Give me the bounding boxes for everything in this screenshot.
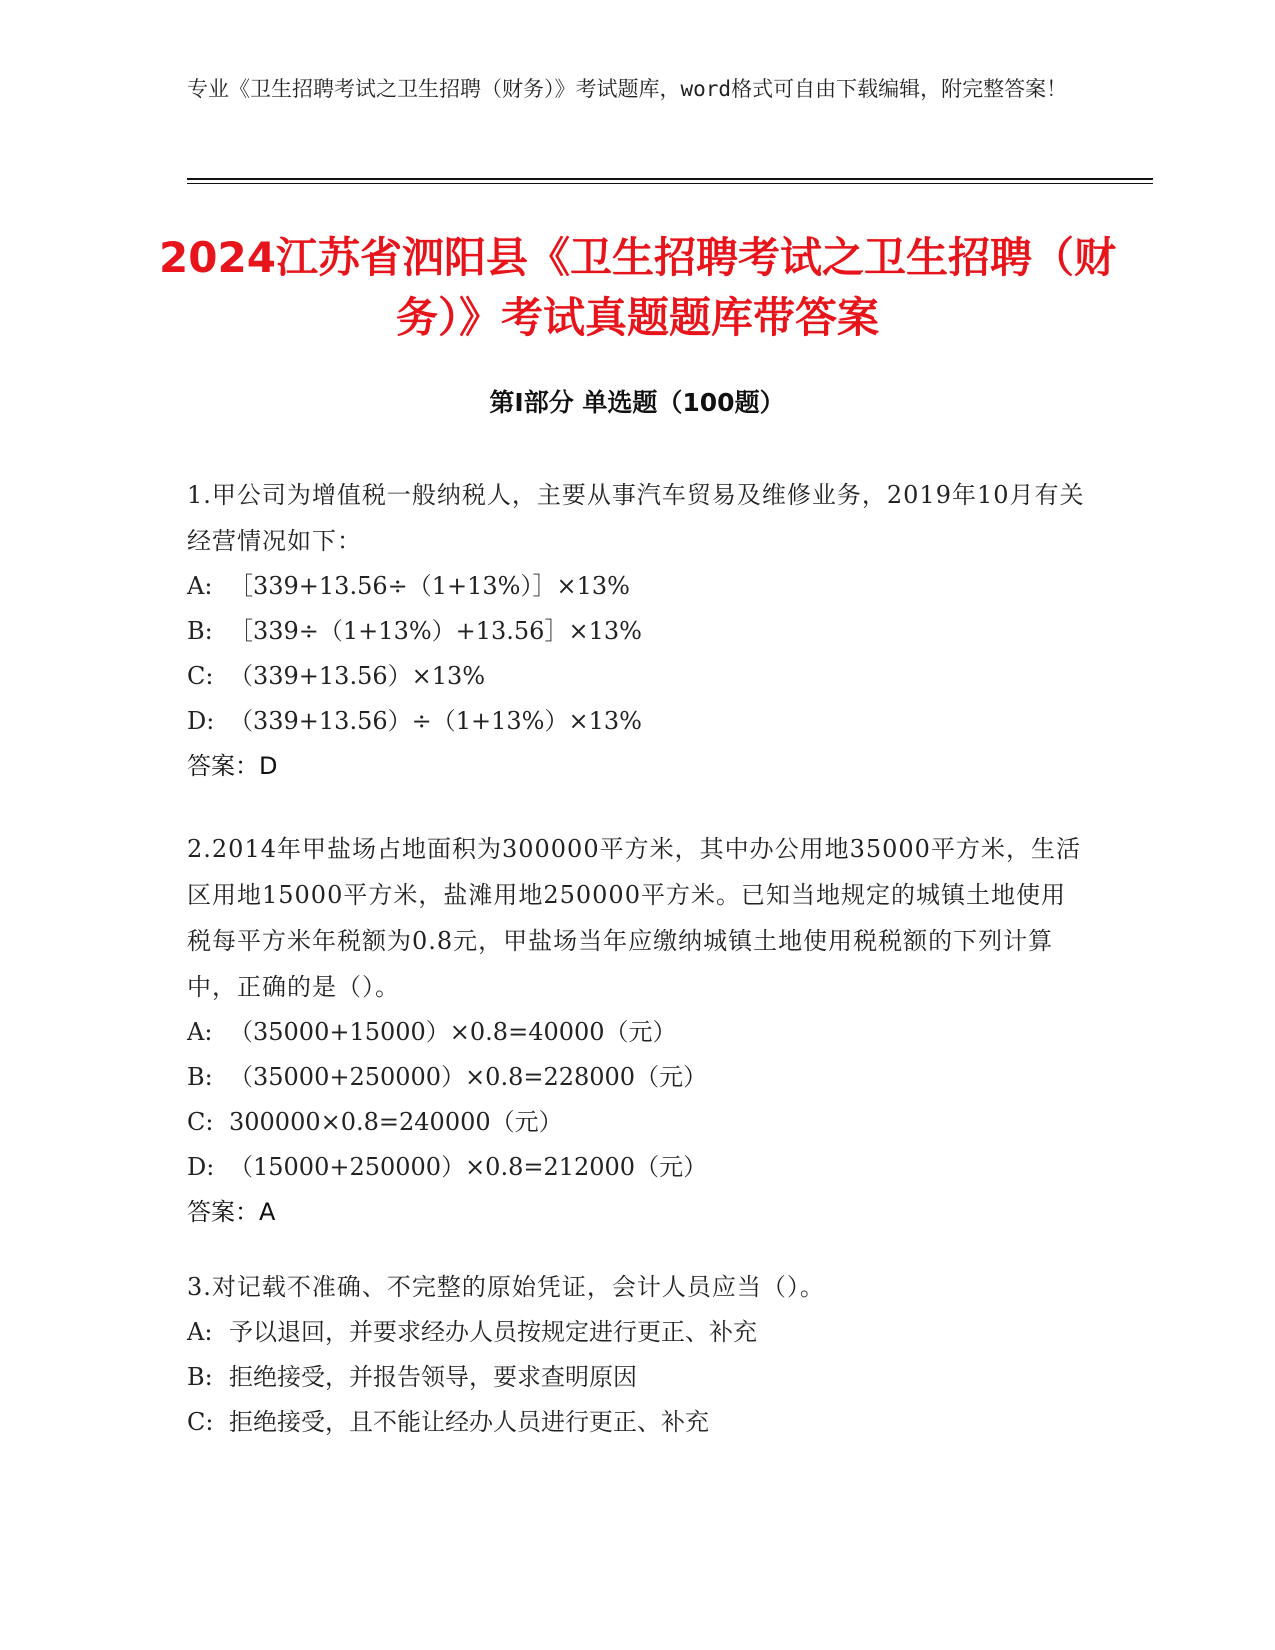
option-d: [187, 699, 1087, 744]
question-3: [187, 1264, 1087, 1445]
option-d: [187, 1145, 1087, 1190]
question-stem: 2.2014年甲盐场占地面积为300000平方米，其中办公用地35000平方米，生活区用地15000平方米，盐滩用地250000平方米。已知当地规定的城镇土地使用税每平方米年税额为0.8元，甲盐场当年应缴纳城镇土地使用税税额的下列计算中，正确的是（）。: [187, 835, 1081, 1001]
option-c: [187, 1400, 1087, 1445]
header-divider-thin: [187, 183, 1153, 184]
option-label: D:: [187, 707, 215, 735]
option-label: A:: [187, 1318, 213, 1346]
option-text: （15000+250000）×0.8=212000（元）: [229, 1153, 708, 1181]
option-text: 拒绝接受，并报告领导，要求查明原因: [229, 1363, 637, 1391]
option-label: C:: [187, 662, 214, 690]
option-label: C:: [187, 1108, 214, 1136]
option-text: （35000+250000）×0.8=228000（元）: [229, 1063, 708, 1091]
option-a: [187, 1310, 1087, 1355]
option-label: A:: [187, 1018, 213, 1046]
option-text: （35000+15000）×0.8=40000（元）: [229, 1018, 677, 1046]
option-label: B:: [187, 1363, 213, 1391]
option-b: [187, 1055, 1087, 1100]
option-label: B:: [187, 617, 213, 645]
option-label: A:: [187, 572, 213, 600]
option-label: D:: [187, 1153, 215, 1181]
document-title: 2024江苏省泗阳县《卫生招聘考试之卫生招聘（财务）》考试真题题库带答案: [159, 233, 1116, 342]
answer-line: 答案：A: [187, 1198, 276, 1226]
option-b: [187, 609, 1087, 654]
question-stem: 1.甲公司为增值税一般纳税人，主要从事汽车贸易及维修业务，2019年10月有关经营情况如下：: [187, 481, 1085, 555]
option-label: C:: [187, 1408, 214, 1436]
option-text: ［339+13.56÷（1+13%）］×13%: [229, 572, 630, 600]
question-stem: 3.对记载不准确、不完整的原始凭证，会计人员应当（）。: [187, 1273, 825, 1301]
option-text: 予以退回，并要求经办人员按规定进行更正、补充: [229, 1318, 757, 1346]
question-1: [187, 472, 1087, 789]
option-c: [187, 654, 1087, 699]
header-note: 专业《卫生招聘考试之卫生招聘（财务）》考试题库，word格式可自由下载编辑，附完整答案！: [187, 77, 1068, 101]
option-c: [187, 1100, 1087, 1145]
option-b: [187, 1355, 1087, 1400]
option-label: B:: [187, 1063, 213, 1091]
option-a: [187, 1010, 1087, 1055]
option-text: 300000×0.8=240000（元）: [229, 1108, 563, 1136]
option-a: [187, 564, 1087, 609]
option-text: ［339÷（1+13%）+13.56］×13%: [229, 617, 642, 645]
option-text: （339+13.56）×13%: [229, 662, 486, 690]
option-text: （339+13.56）÷（1+13%）×13%: [229, 707, 642, 735]
question-2: [187, 826, 1087, 1235]
answer-line: 答案：D: [187, 752, 278, 780]
section-title: 第I部分 单选题（100题）: [489, 388, 785, 417]
option-text: 拒绝接受，且不能让经办人员进行更正、补充: [229, 1408, 709, 1436]
header-divider-thick: [187, 178, 1153, 180]
